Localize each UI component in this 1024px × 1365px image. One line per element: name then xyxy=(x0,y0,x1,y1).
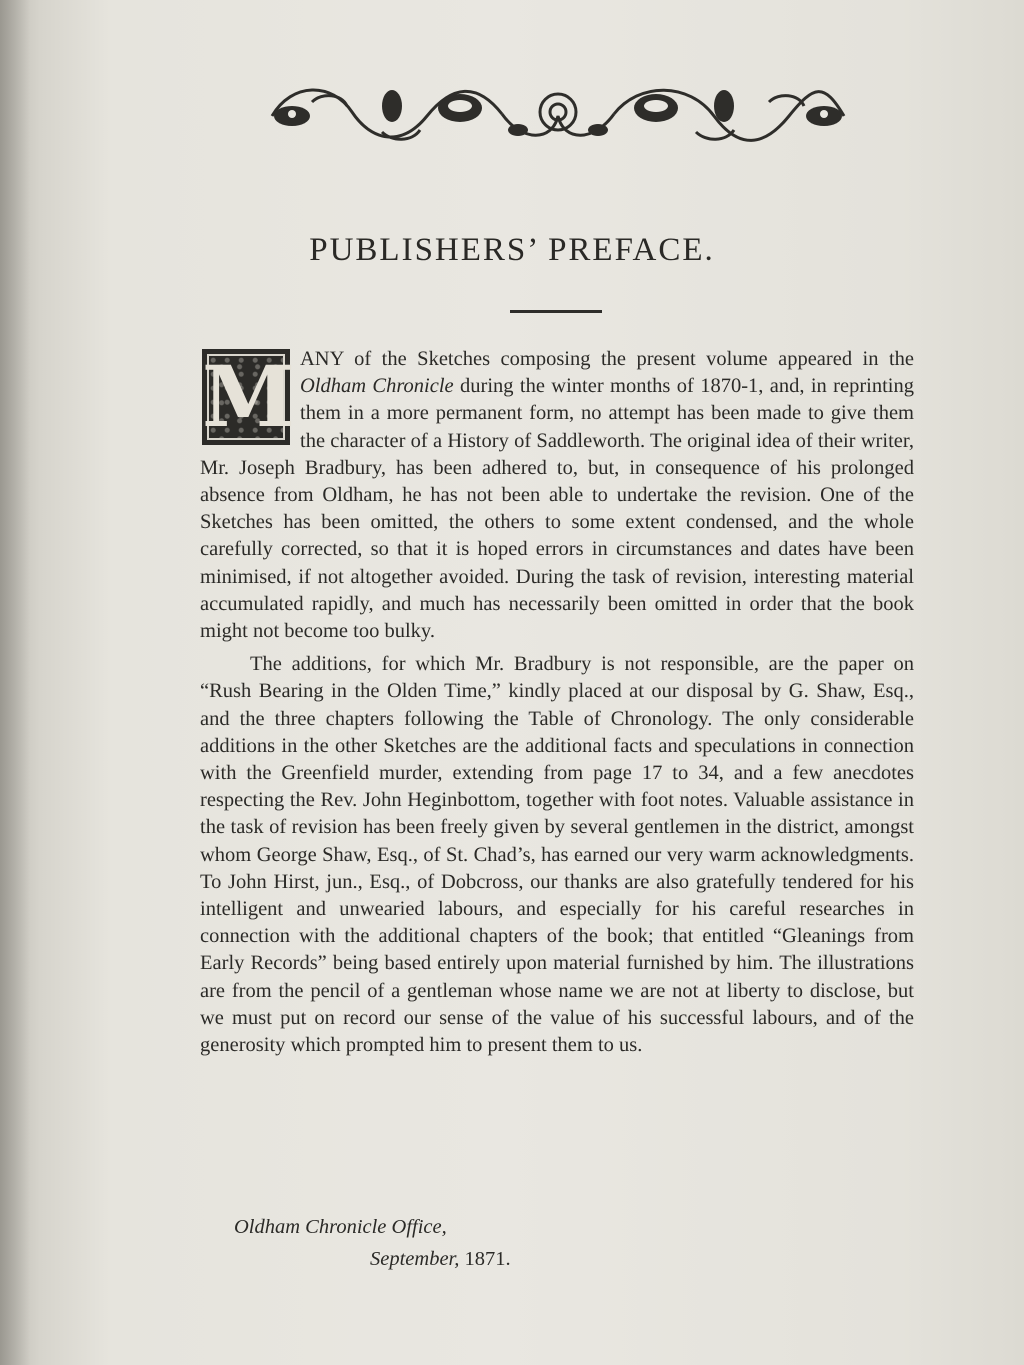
paragraph-1 xyxy=(200,346,914,645)
paragraph-2: The additions, for which Mr. Bradbury is not responsible, are the paper on “Rush Bearing in the Olden Time,” kindly placed at our disposal by G. Shaw, Esq., and the three chapters following the Table of Chronology. The only considerable additions in the other Sketches are the additional facts and speculations in connection with the Greenfield murder, extending from page 17 to 34, and a few anecdotes respecting the Rev. John Heginbottom, together with foot notes. Valuable assistance in the task of revision has been freely given by several gentlemen in the district, amongst whom George Shaw, Esq., of St. Chad’s, has earned our very warm acknowledgments. To John Hirst, jun., Esq., of Dobcross, our thanks are also gratefully tendered for his intelligent and unwearied labours, and especially for his careful researches in connection with the additional chapters of the book; that entitled “Gleanings from Early Records” being based entirely upon material furnished by him. The illustrations are from the pencil of a gentleman whose name we are not at liberty to disclose, but we must put on record our sense of the value of his successful labours, and of the generosity which prompted him to present them to us. xyxy=(200,653,914,1057)
signoff-year: 1871. xyxy=(459,1248,511,1270)
newspaper-title: Oldham Chronicle xyxy=(300,375,454,398)
paragraph-1-rest: during the winter months of 1870-1, and, in reprinting them in a more permanent form, no attempt has been made to give them the character of a History of Saddleworth. The original idea of their writer, Mr. Joseph Bradbury, has been adhered to, but, in consequence of his prolonged absence from Oldham, he has not been able to undertake the revision. One of the Sketches has been omitted, the others to some extent condensed, and the whole carefully corrected, so that it is hoped errors in circumstances and dates have been minimised, if not altogether avoided. During the task of revision, interesting material accumulated rapidly, and much has necessarily been omitted in order that the book might not become too bulky. xyxy=(200,375,914,643)
signoff-date xyxy=(370,1248,511,1271)
signoff-office: Oldham Chronicle Office, xyxy=(234,1216,447,1238)
page-gutter-shadow xyxy=(0,0,30,1365)
signoff-month: September, xyxy=(370,1248,460,1270)
dropcap-letter: M xyxy=(202,347,295,446)
preface-body xyxy=(200,346,914,1059)
page-title: PUBLISHERS’ PREFACE. xyxy=(309,232,715,268)
decorative-headpiece-ornament xyxy=(252,72,864,160)
title-rule xyxy=(510,310,602,313)
illuminated-dropcap xyxy=(202,347,295,446)
paragraph-1-start: ANY of the Sketches composing the present volume appeared in the xyxy=(300,348,914,370)
